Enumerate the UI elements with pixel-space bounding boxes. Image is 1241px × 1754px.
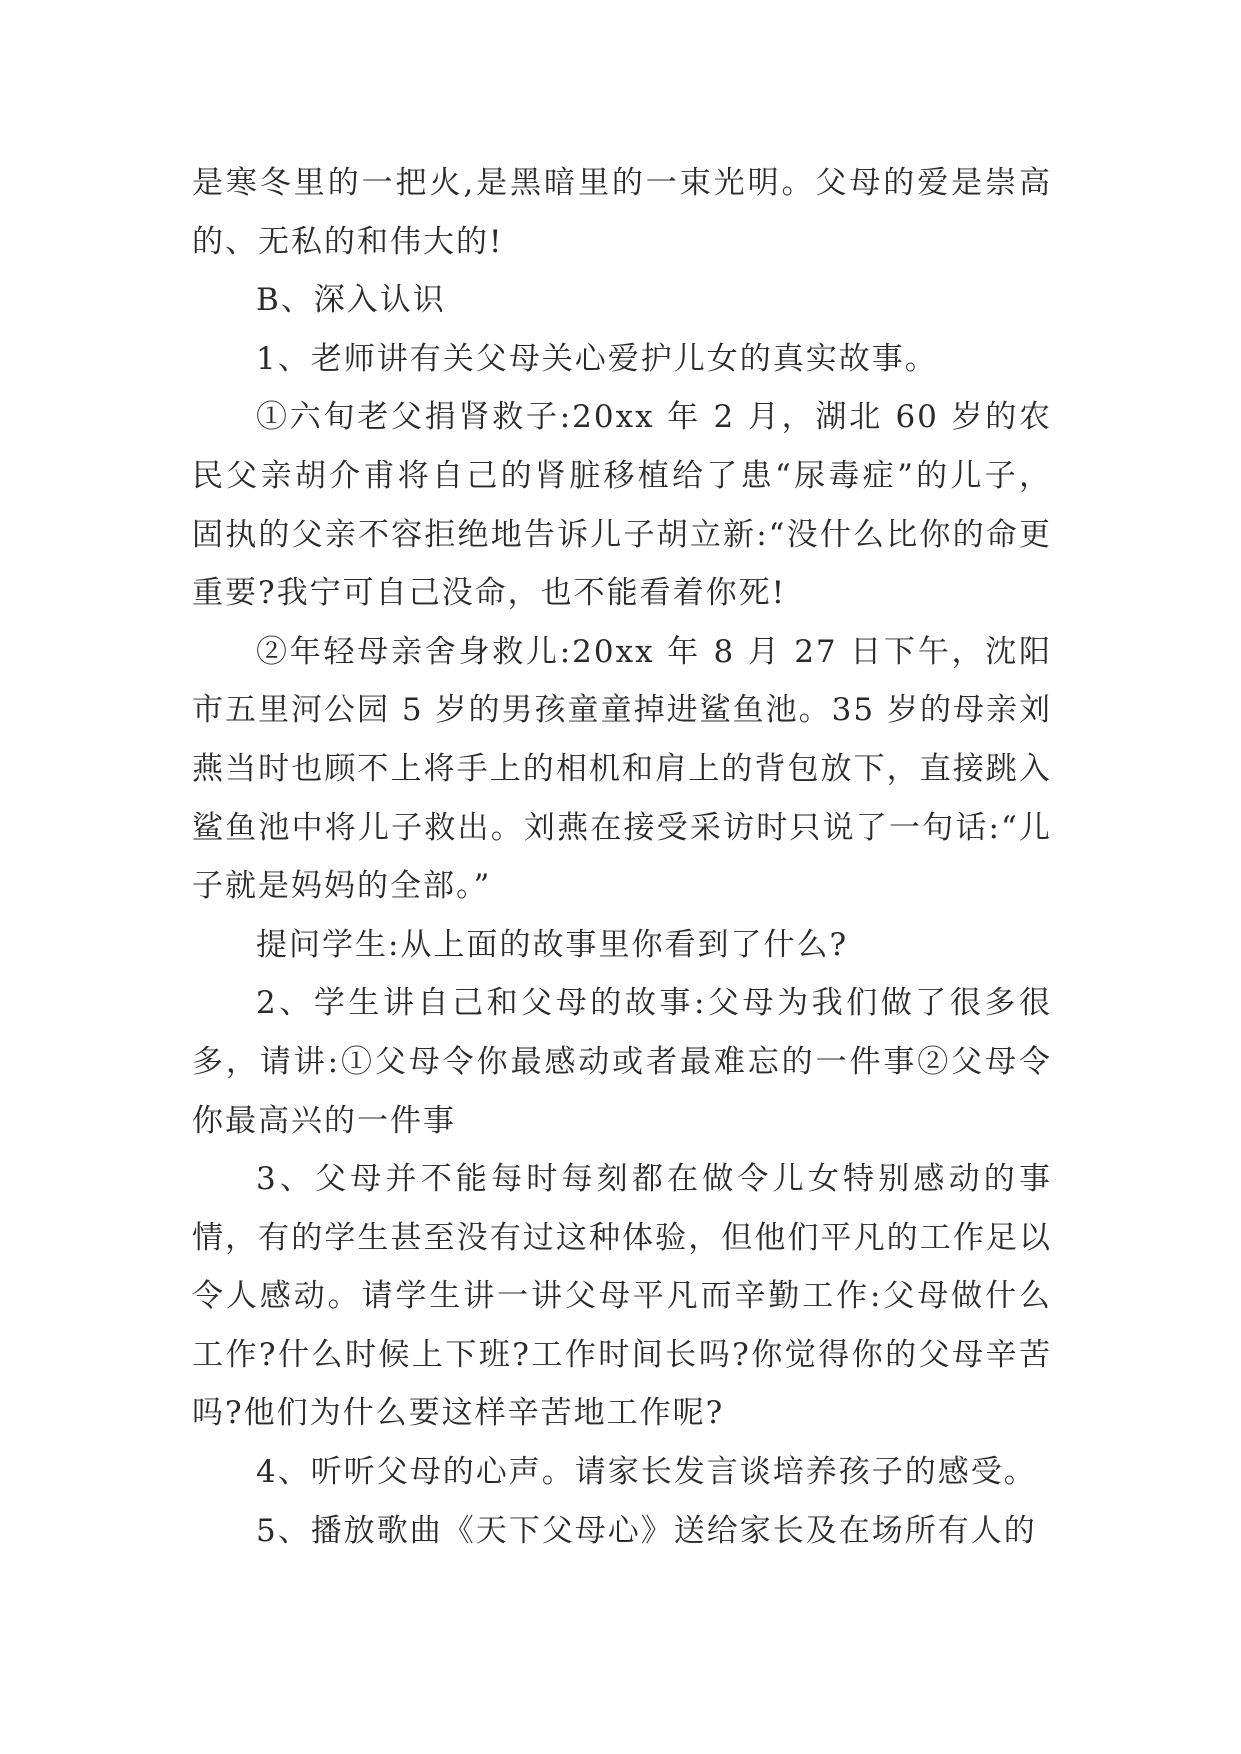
paragraph-listen-to-parents: 4、听听父母的心声。请家长发言谈培养孩子的感受。 (256, 1454, 1037, 1491)
paragraph-continued-parental-love: 是寒冬里的一把火,是黑暗里的一束光明。父母的爱是崇高的、无私的和伟大的! (192, 165, 1052, 260)
section-heading-deep-understanding: B、深入认识 (256, 282, 446, 319)
paragraph-play-song: 5、播放歌曲《天下父母心》送给家长及在场所有人的 (256, 1512, 1037, 1549)
document-body (192, 154, 1052, 1560)
paragraph-teacher-stories: 1、老师讲有关父母关心爱护儿女的真实故事。 (256, 340, 938, 377)
paragraph-story-mother-rescue: ②年轻母亲舍身救儿:20xx 年 8 月 27 日下午，沈阳市五里河公园 5 岁的男孩童童掉进鲨鱼池。35 岁的母亲刘燕当时也顾不上将手上的相机和肩上的背包放下，直接跳入鲨鱼池中将儿子救出。刘燕在接受采访时只说了一句话:“儿子就是妈妈的全部。” (192, 633, 1052, 905)
paragraph-parents-ordinary-work: 3、父母并不能每时每刻都在做令儿女特别感动的事情，有的学生甚至没有过这种体验，但他们平凡的工作足以令人感动。请学生讲一讲父母平凡而辛勤工作:父母做什么工作?什么时候上下班?工作时间长吗?你觉得你的父母辛苦吗?他们为什么要这样辛苦地工作呢? (192, 1161, 1052, 1432)
paragraph-question-students: 提问学生:从上面的故事里你看到了什么? (256, 926, 849, 963)
paragraph-story-father-kidney: ①六旬老父捐肾救子:20xx 年 2 月，湖北 60 岁的农民父亲胡介甫将自己的肾脏移植给了患“尿毒症”的儿子，固执的父亲不容拒绝地告诉儿子胡立新:“没什么比你的命更重要?我宁可自己没命，也不能看着你死! (192, 399, 1052, 612)
paragraph-students-tell-stories: 2、学生讲自己和父母的故事:父母为我们做了很多很多，请讲:①父母令你最感动或者最难忘的一件事②父母令你最高兴的一件事 (192, 985, 1052, 1139)
